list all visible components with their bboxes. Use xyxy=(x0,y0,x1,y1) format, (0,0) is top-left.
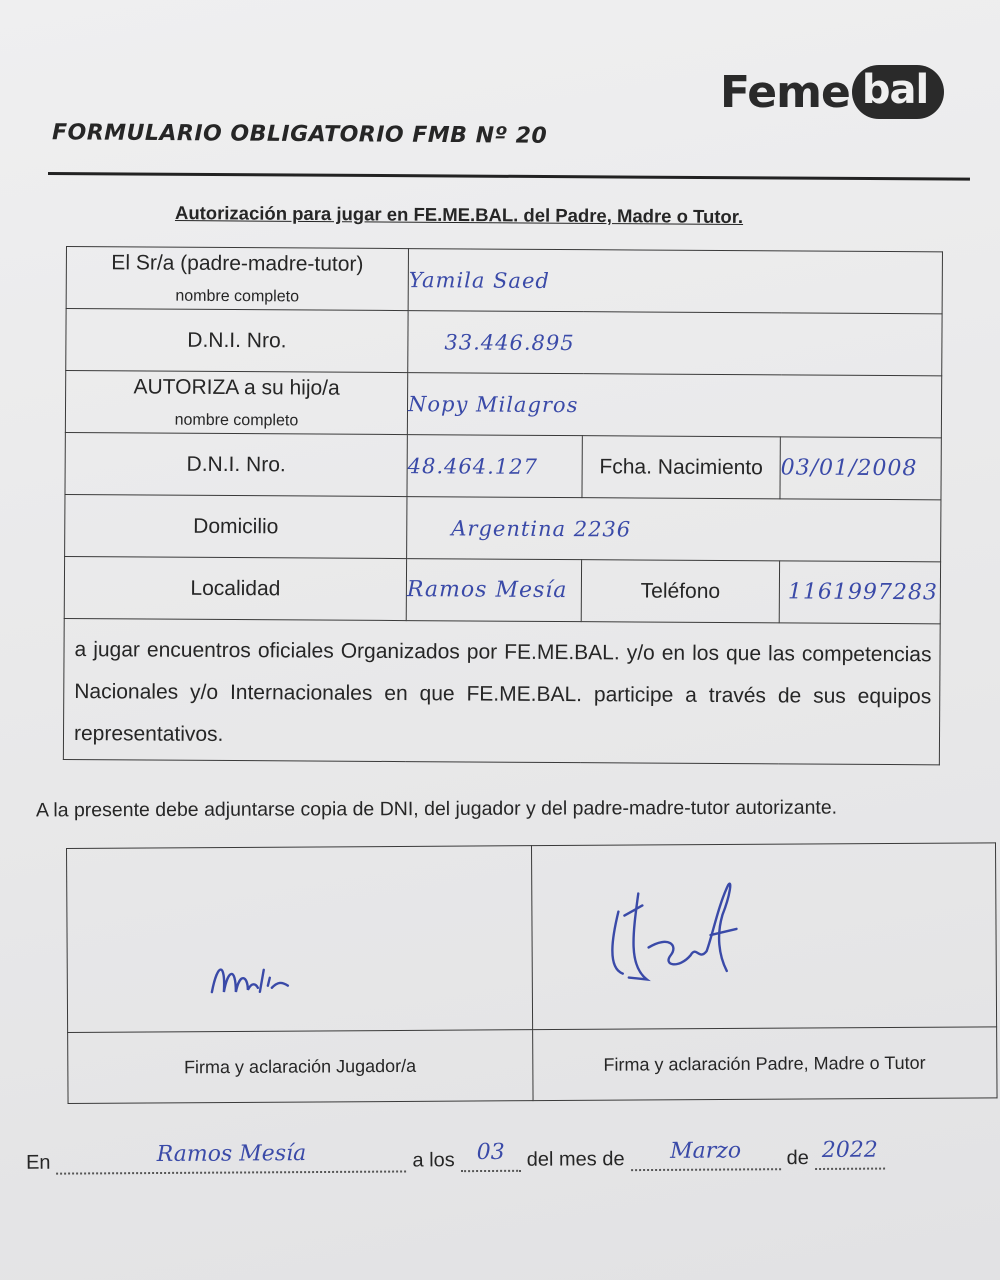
parent-name-field[interactable]: Yamila Saed xyxy=(408,249,942,314)
player-signature-box[interactable] xyxy=(67,846,533,1033)
parent-name-row xyxy=(66,247,942,314)
year-field[interactable]: 2022 xyxy=(815,1138,885,1170)
authorization-table xyxy=(63,246,943,765)
parent-dni-label: D.N.I. Nro. xyxy=(66,309,408,373)
locality-row xyxy=(64,556,940,623)
form-title: FORMULARIO OBLIGATORIO FMB Nº 20 xyxy=(51,120,548,149)
section-heading: Autorización para jugar en FE.ME.BAL. del Padre, Madre o Tutor. xyxy=(174,202,744,227)
en-label: En xyxy=(25,1151,51,1174)
signature-row xyxy=(67,843,997,1033)
femebal-logo xyxy=(720,62,944,122)
caption-row xyxy=(68,1027,997,1104)
guardian-signature-caption: Firma y aclaración Padre, Madre o Tutor xyxy=(532,1027,997,1101)
attachment-note: A la presente debe adjuntarse copia de DNI, del jugador y del padre-madre-tutor autorizante. xyxy=(35,796,838,822)
child-sublabel: nombre completo xyxy=(174,411,299,429)
child-name-row xyxy=(65,371,941,438)
child-dni-field[interactable]: 48.464.127 xyxy=(407,435,582,498)
authorize-label: AUTORIZA a su hijo/a xyxy=(133,374,340,400)
mes-label: del mes de xyxy=(526,1148,625,1171)
player-signature xyxy=(208,951,328,1012)
parent-dni-row xyxy=(66,309,942,376)
month-field[interactable]: Marzo xyxy=(630,1138,780,1171)
de-label: de xyxy=(786,1147,809,1170)
birth-date-field[interactable]: 03/01/2008 xyxy=(780,437,941,500)
address-row xyxy=(65,494,941,561)
logo-text: Feme xyxy=(720,66,850,118)
child-name-field[interactable]: Nopy Milagros xyxy=(407,373,941,438)
a-los-label: a los xyxy=(412,1149,455,1172)
locality-label: Localidad xyxy=(64,556,406,620)
guardian-signature-box[interactable] xyxy=(531,843,997,1030)
address-label: Domicilio xyxy=(65,494,407,558)
locality-field[interactable]: Ramos Mesía xyxy=(406,559,581,622)
guardian-signature xyxy=(598,875,749,1006)
parent-label-cell xyxy=(66,247,408,311)
title-divider xyxy=(48,172,970,181)
parent-sublabel: nombre completo xyxy=(175,287,300,305)
child-label-cell xyxy=(65,371,407,435)
paragraph-row xyxy=(63,618,940,764)
birth-date-label: Fcha. Nacimiento xyxy=(582,436,780,499)
authorization-paragraph: a jugar encuentros oficiales Organizados por FE.ME.BAL. y/o en los que las competencias Nacionales y/o Internacionales en que FE.ME.BAL. participe a través de sus equipos representativos. xyxy=(63,618,940,764)
logo-pill: bal xyxy=(852,65,944,119)
date-place-line xyxy=(26,1137,946,1175)
child-dni-label: D.N.I. Nro. xyxy=(65,432,407,496)
player-signature-caption: Firma y aclaración Jugador/a xyxy=(68,1030,533,1104)
parent-dni-field[interactable]: 33.446.895 xyxy=(408,311,942,376)
parent-label: El Sr/a (padre-madre-tutor) xyxy=(111,250,364,276)
child-dni-row xyxy=(65,432,941,499)
phone-label: Teléfono xyxy=(581,560,779,623)
phone-field[interactable]: 1161997283 xyxy=(779,561,940,624)
place-field[interactable]: Ramos Mesía xyxy=(56,1140,406,1174)
address-field[interactable]: Argentina 2236 xyxy=(407,497,941,562)
signature-table xyxy=(66,842,998,1104)
day-field[interactable]: 03 xyxy=(461,1140,521,1172)
